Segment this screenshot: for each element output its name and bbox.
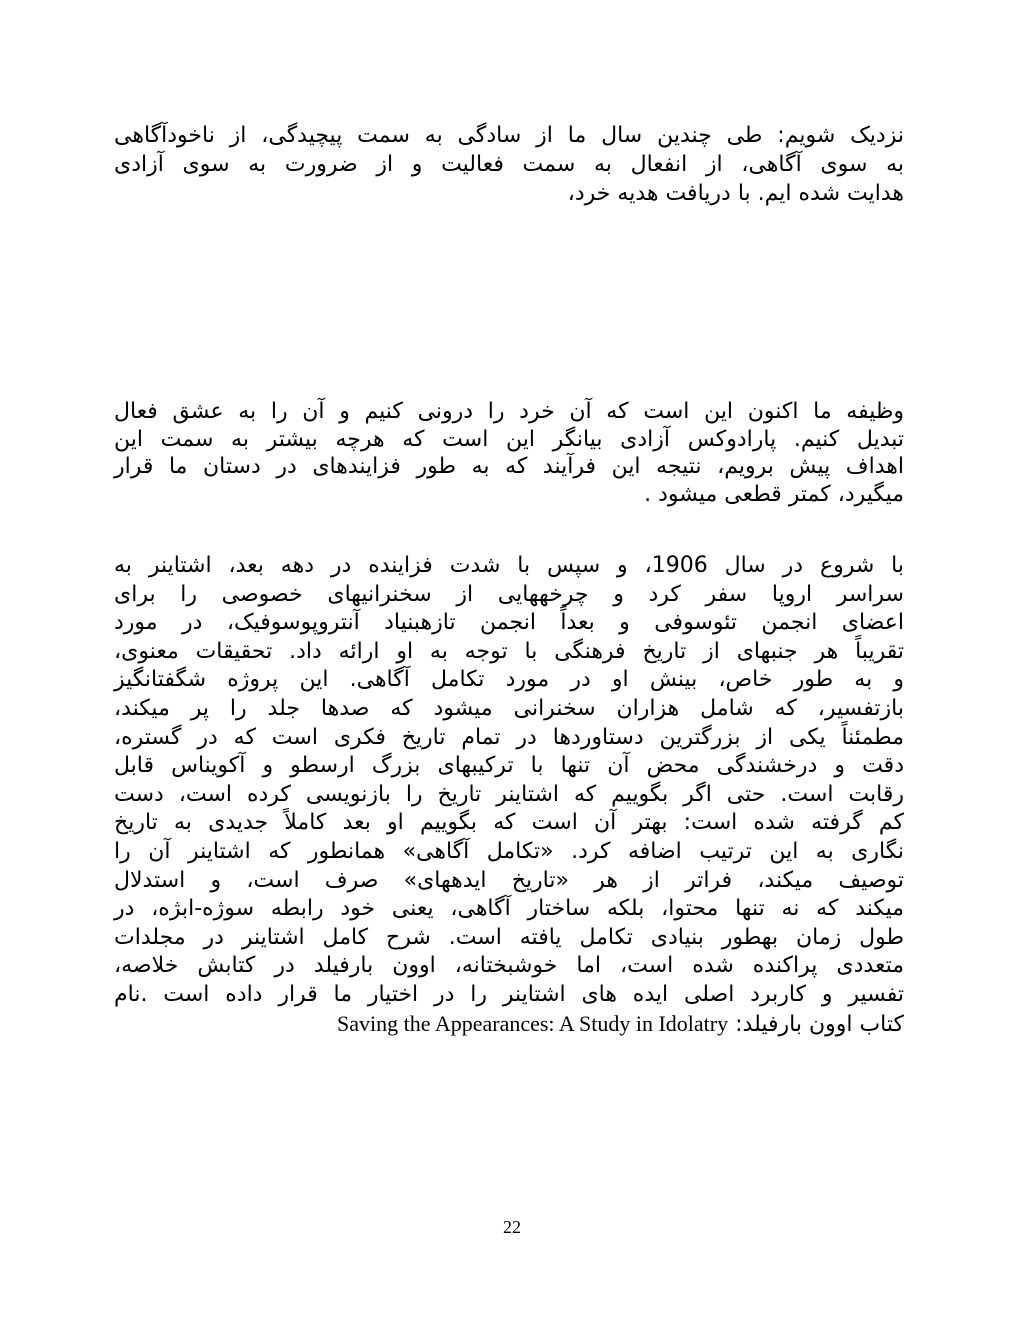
paragraph-line: رقابت است. حتی اگر بگوییم که اشتاینر تاریخ را بازنویسی کرده است، دست — [114, 782, 904, 807]
paragraph-line: متعددی پراکنده شده است، اما خوشبختانه، اوون بارفیلد در کتابش خلاصه، — [114, 953, 904, 978]
paragraph-line: کم گرفته شده است: بهتر آن است که بگوییم او بعد کاملاً جدیدی به تاریخ — [114, 810, 904, 835]
book-reference-label: کتاب اوون بارفیلد: — [735, 1012, 904, 1037]
paragraph-line: توصیف میکند، فراتر از هر «تاریخ ایدههای» صرف است، و استدلال — [114, 868, 904, 893]
paragraph-line: بازتفسیر، که شامل هزاران سخنرانی میشود که صدها جلد را پر میکند، — [114, 696, 904, 721]
book-title: Saving the Appearances: A Study in Idolatry — [337, 1011, 729, 1036]
paragraph-line: هدایت شده ایم. با دریافت هدیه خرد، — [567, 181, 904, 206]
paragraph-line: نزدیک شویم: طی چندین سال ما از سادگی به سمت پیچیدگی، از ناخودآگاهی — [114, 123, 904, 148]
paragraph-line: میکند که نه تنها محتوا، بلکه ساختار آگاهی، یعنی خود رابطه سوژه-ابژه، در — [114, 896, 904, 921]
paragraph-line: مطمئناً یکی از بزرگترین دستاوردها در تمام تاریخ فکری است که در گستره، — [114, 725, 904, 750]
paragraph-line: طول زمان بهطور بنیادی تکامل یافته است. شرح کامل اشتاینر در مجلدات — [114, 925, 904, 950]
paragraph-line: تبدیل کنیم. پارادوکس آزادی بیانگر این است که هرچه بیشتر به سمت این — [114, 427, 904, 452]
paragraph-line: دقت و درخشندگی محض آن تنها با ترکیبهای بزرگ ارسطو و آکویناس قابل — [114, 753, 904, 778]
paragraph-line: سراسر اروپا سفر کرد و چرخههایی از سخنرانیهای خصوصی را برای — [114, 582, 904, 607]
paragraph-line: میگیرد، کمتر قطعی میشود . — [644, 482, 904, 507]
paragraph-line: و به طور خاص، بینش او در مورد تکامل آگاهی. این پروژه شگفتانگیز — [114, 667, 904, 692]
paragraph-line: نگاری به این ترتیب اضافه کرد. «تکامل آگاهی» همانطور که اشتاینر آن را — [114, 839, 904, 864]
paragraph-line: با شروع در سال 1906، و سپس با شدت فزاینده در دهه بعد، اشتاینر به — [114, 553, 905, 578]
paragraph-line: اعضای انجمن تئوسوفی و بعداً انجمن تازهبنیاد آنتروپوسوفیک، در مورد — [114, 610, 904, 635]
paragraph-line: اهداف پیش برویم، نتیجه این فرآیند که به طور فزایندهای در دستان ما قرار — [114, 454, 904, 479]
paragraph-line: تفسیر و کاربرد اصلی ایده های اشتاینر را در اختیار ما قرار داده است .نام — [114, 982, 904, 1007]
book-reference-line — [114, 1010, 904, 1038]
paragraph-line: وظیفه ما اکنون این است که آن خرد را درونی کنیم و آن را به عشق فعال — [114, 399, 904, 424]
paragraph-line: تقریباً هر جنبهای از تاریخ فرهنگی با توجه به او ارائه داد. تحقیقات معنوی، — [114, 639, 904, 664]
page-number: 22 — [503, 1217, 521, 1237]
paragraph-line: به سوی آگاهی، از انفعال به سمت فعالیت و از ضرورت به سوی آزادی — [114, 152, 904, 177]
